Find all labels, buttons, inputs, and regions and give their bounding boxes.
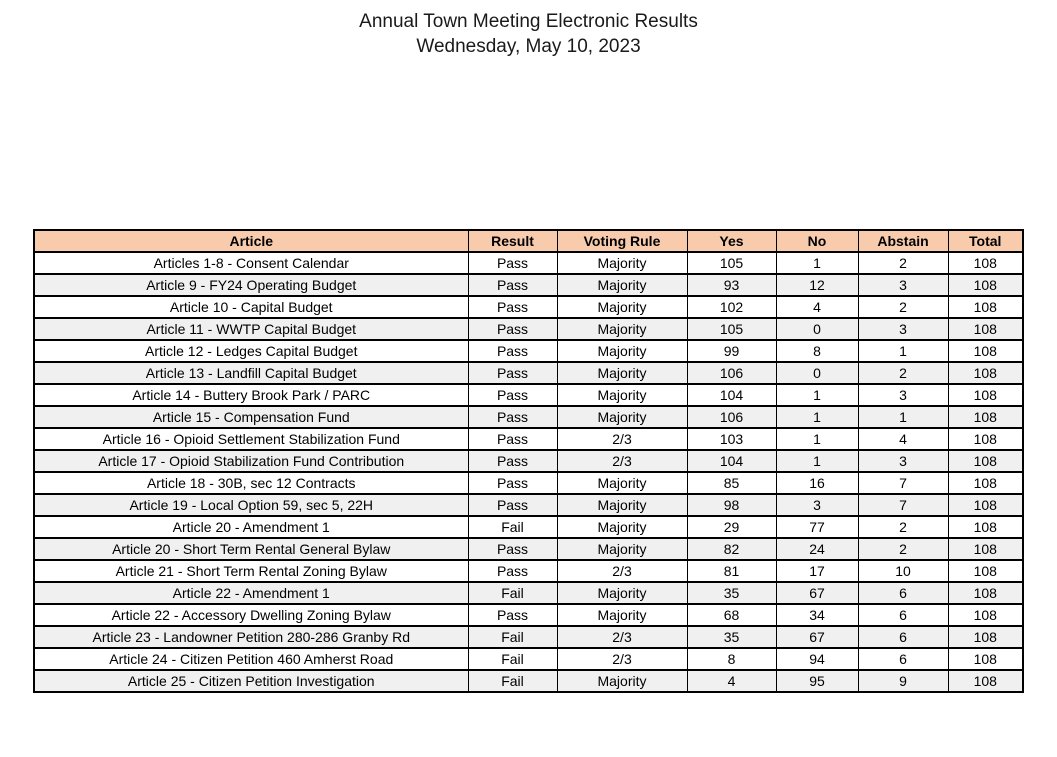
yes-cell: 81 [687,560,776,582]
article-cell: Article 16 - Opioid Settlement Stabilization Fund [34,428,468,450]
no-cell: 1 [776,406,858,428]
no-cell: 12 [776,274,858,296]
no-cell: 67 [776,582,858,604]
article-cell: Article 22 - Amendment 1 [34,582,468,604]
article-cell: Article 14 - Buttery Brook Park / PARC [34,384,468,406]
no-cell: 1 [776,428,858,450]
voting-rule-cell: 2/3 [557,428,687,450]
table-row [34,582,1023,604]
yes-cell: 82 [687,538,776,560]
abstain-cell: 2 [858,538,948,560]
abstain-cell: 3 [858,318,948,340]
article-cell: Article 9 - FY24 Operating Budget [34,274,468,296]
article-cell: Article 18 - 30B, sec 12 Contracts [34,472,468,494]
result-cell: Pass [468,384,557,406]
voting-rule-cell: Majority [557,538,687,560]
yes-cell: 104 [687,450,776,472]
abstain-cell: 7 [858,472,948,494]
abstain-cell: 1 [858,406,948,428]
abstain-cell: 10 [858,560,948,582]
table-body [34,252,1023,692]
column-header-no: No [776,230,858,252]
abstain-cell: 6 [858,604,948,626]
article-cell: Article 15 - Compensation Fund [34,406,468,428]
yes-cell: 98 [687,494,776,516]
yes-cell: 99 [687,340,776,362]
article-cell: Article 11 - WWTP Capital Budget [34,318,468,340]
voting-rule-cell: Majority [557,340,687,362]
voting-rule-cell: Majority [557,252,687,274]
article-cell: Article 17 - Opioid Stabilization Fund Contribution [34,450,468,472]
table-row [34,516,1023,538]
voting-rule-cell: Majority [557,670,687,692]
yes-cell: 35 [687,626,776,648]
column-header-total: Total [948,230,1023,252]
document-title: Annual Town Meeting Electronic Results [359,11,698,32]
article-cell: Article 10 - Capital Budget [34,296,468,318]
abstain-cell: 2 [858,296,948,318]
yes-cell: 102 [687,296,776,318]
article-cell: Articles 1-8 - Consent Calendar [34,252,468,274]
table-row [34,560,1023,582]
no-cell: 8 [776,340,858,362]
total-cell: 108 [948,450,1023,472]
total-cell: 108 [948,626,1023,648]
article-cell: Article 24 - Citizen Petition 460 Amherst Road [34,648,468,670]
voting-rule-cell: Majority [557,604,687,626]
voting-rule-cell: Majority [557,384,687,406]
table-row [34,296,1023,318]
table-row [34,340,1023,362]
total-cell: 108 [948,538,1023,560]
no-cell: 34 [776,604,858,626]
article-cell: Article 22 - Accessory Dwelling Zoning Bylaw [34,604,468,626]
table-row [34,406,1023,428]
result-cell: Pass [468,560,557,582]
no-cell: 77 [776,516,858,538]
result-cell: Fail [468,582,557,604]
result-cell: Pass [468,296,557,318]
no-cell: 0 [776,362,858,384]
abstain-cell: 3 [858,274,948,296]
yes-cell: 105 [687,252,776,274]
title-block [0,9,1057,59]
yes-cell: 68 [687,604,776,626]
total-cell: 108 [948,384,1023,406]
result-cell: Pass [468,538,557,560]
result-cell: Pass [468,362,557,384]
column-header-article: Article [34,230,468,252]
abstain-cell: 3 [858,450,948,472]
table-row [34,318,1023,340]
article-cell: Article 25 - Citizen Petition Investigation [34,670,468,692]
document-date: Wednesday, May 10, 2023 [416,36,641,57]
column-header-yes: Yes [687,230,776,252]
voting-rule-cell: 2/3 [557,648,687,670]
total-cell: 108 [948,252,1023,274]
result-cell: Pass [468,450,557,472]
table-row [34,362,1023,384]
voting-rule-cell: Majority [557,582,687,604]
voting-rule-cell: Majority [557,406,687,428]
voting-rule-cell: Majority [557,494,687,516]
yes-cell: 104 [687,384,776,406]
no-cell: 1 [776,384,858,406]
table-row [34,274,1023,296]
total-cell: 108 [948,670,1023,692]
column-header-abstain: Abstain [858,230,948,252]
yes-cell: 4 [687,670,776,692]
table-row [34,626,1023,648]
no-cell: 94 [776,648,858,670]
total-cell: 108 [948,494,1023,516]
abstain-cell: 1 [858,340,948,362]
table-row [34,538,1023,560]
article-cell: Article 13 - Landfill Capital Budget [34,362,468,384]
no-cell: 67 [776,626,858,648]
abstain-cell: 2 [858,516,948,538]
total-cell: 108 [948,582,1023,604]
abstain-cell: 2 [858,252,948,274]
table-row [34,494,1023,516]
no-cell: 4 [776,296,858,318]
result-cell: Pass [468,274,557,296]
table-row [34,648,1023,670]
total-cell: 108 [948,560,1023,582]
table-row [34,428,1023,450]
no-cell: 0 [776,318,858,340]
results-table [33,229,1024,693]
result-cell: Pass [468,604,557,626]
no-cell: 3 [776,494,858,516]
article-cell: Article 20 - Amendment 1 [34,516,468,538]
no-cell: 24 [776,538,858,560]
total-cell: 108 [948,318,1023,340]
table-row [34,450,1023,472]
yes-cell: 8 [687,648,776,670]
yes-cell: 93 [687,274,776,296]
voting-rule-cell: Majority [557,362,687,384]
abstain-cell: 2 [858,362,948,384]
abstain-cell: 9 [858,670,948,692]
total-cell: 108 [948,472,1023,494]
no-cell: 1 [776,252,858,274]
result-cell: Pass [468,428,557,450]
article-cell: Article 12 - Ledges Capital Budget [34,340,468,362]
abstain-cell: 7 [858,494,948,516]
total-cell: 108 [948,340,1023,362]
abstain-cell: 6 [858,626,948,648]
total-cell: 108 [948,604,1023,626]
result-cell: Pass [468,406,557,428]
article-cell: Article 23 - Landowner Petition 280-286 Granby Rd [34,626,468,648]
article-cell: Article 20 - Short Term Rental General Bylaw [34,538,468,560]
abstain-cell: 6 [858,582,948,604]
total-cell: 108 [948,362,1023,384]
voting-rule-cell: 2/3 [557,560,687,582]
total-cell: 108 [948,516,1023,538]
no-cell: 95 [776,670,858,692]
voting-rule-cell: Majority [557,296,687,318]
no-cell: 17 [776,560,858,582]
result-cell: Pass [468,340,557,362]
table-row [34,384,1023,406]
result-cell: Pass [468,252,557,274]
article-cell: Article 19 - Local Option 59, sec 5, 22H [34,494,468,516]
result-cell: Fail [468,648,557,670]
yes-cell: 105 [687,318,776,340]
column-header-voting-rule: Voting Rule [557,230,687,252]
voting-rule-cell: Majority [557,318,687,340]
yes-cell: 106 [687,362,776,384]
voting-rule-cell: Majority [557,516,687,538]
result-cell: Pass [468,318,557,340]
yes-cell: 103 [687,428,776,450]
yes-cell: 35 [687,582,776,604]
table-row [34,472,1023,494]
voting-rule-cell: 2/3 [557,450,687,472]
no-cell: 1 [776,450,858,472]
abstain-cell: 6 [858,648,948,670]
result-cell: Fail [468,670,557,692]
table-header-row [34,230,1023,252]
result-cell: Fail [468,626,557,648]
column-header-result: Result [468,230,557,252]
total-cell: 108 [948,428,1023,450]
total-cell: 108 [948,406,1023,428]
result-cell: Pass [468,472,557,494]
table-row [34,252,1023,274]
result-cell: Fail [468,516,557,538]
table-row [34,670,1023,692]
voting-rule-cell: Majority [557,274,687,296]
article-cell: Article 21 - Short Term Rental Zoning Bylaw [34,560,468,582]
yes-cell: 85 [687,472,776,494]
total-cell: 108 [948,274,1023,296]
voting-rule-cell: Majority [557,472,687,494]
abstain-cell: 4 [858,428,948,450]
yes-cell: 29 [687,516,776,538]
total-cell: 108 [948,648,1023,670]
no-cell: 16 [776,472,858,494]
yes-cell: 106 [687,406,776,428]
result-cell: Pass [468,494,557,516]
table-row [34,604,1023,626]
abstain-cell: 3 [858,384,948,406]
voting-rule-cell: 2/3 [557,626,687,648]
total-cell: 108 [948,296,1023,318]
